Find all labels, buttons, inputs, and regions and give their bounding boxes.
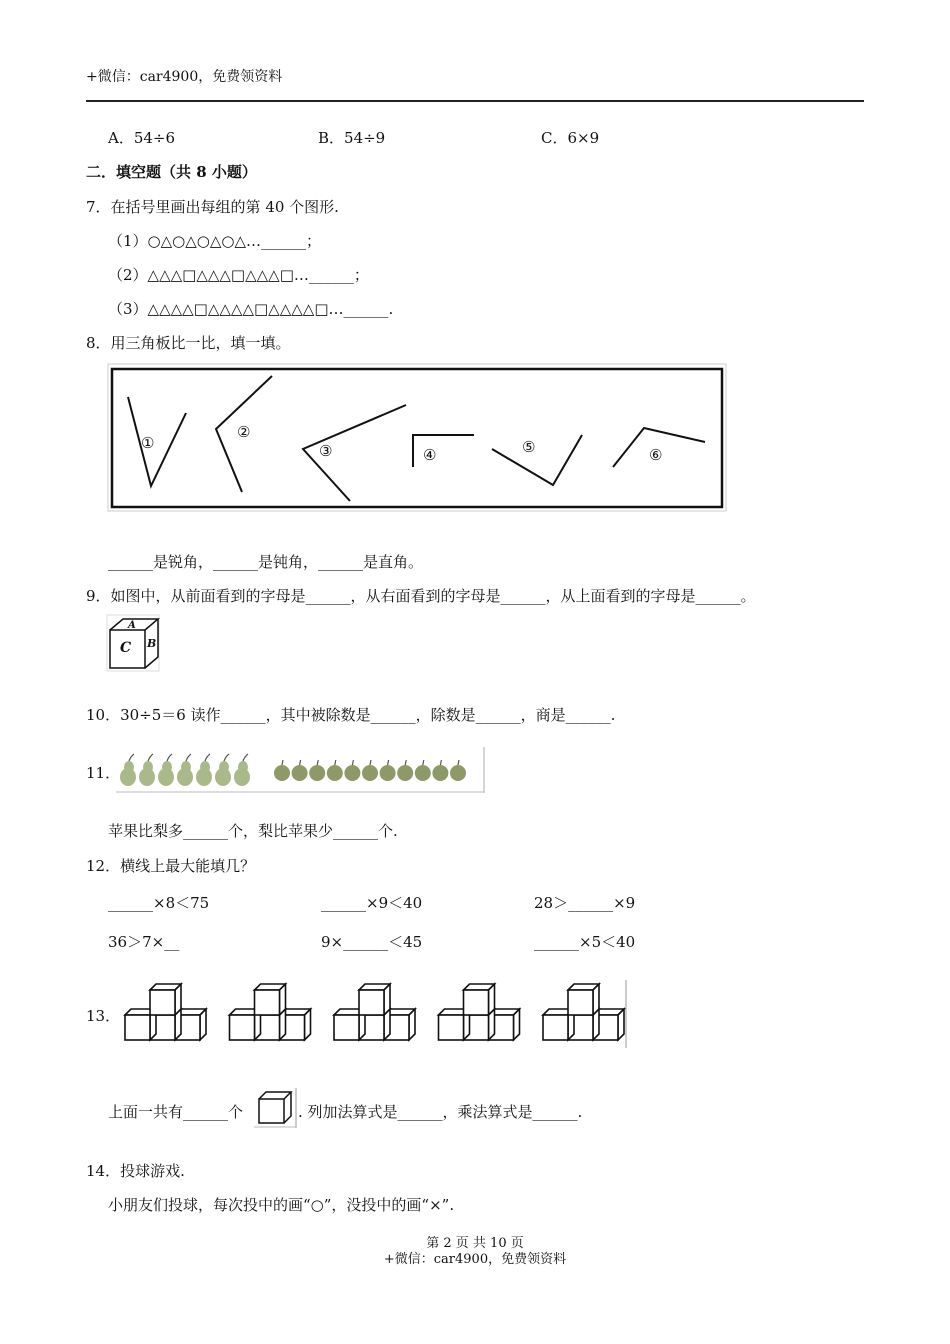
q13-number: 13． — [86, 1007, 121, 1025]
cube-letter-front: C — [120, 640, 132, 656]
angle-label-1: ① — [141, 434, 155, 452]
option-a: A．54÷6 — [108, 129, 176, 147]
q12-stem: 12．横线上最大能填几？ — [86, 857, 256, 875]
apple — [292, 760, 308, 781]
pear — [234, 754, 250, 786]
q7-stem: 7．在括号里画出每组的第 40 个图形. — [86, 198, 339, 216]
q9-stem: 9．如图中，从前面看到的字母是______，从右面看到的字母是______，从上面看到的字母是______。 — [86, 587, 756, 605]
apple-group — [274, 760, 466, 781]
q13-answer-after: . 列加法算式是______，乘法算式是______. — [298, 1103, 583, 1121]
cube — [359, 984, 390, 1015]
cube-group — [125, 984, 206, 1040]
q10-stem: 10．30÷5＝6 读作______，其中被除数是______，除数是______，商是______. — [86, 706, 616, 724]
q14-line: 小朋友们投球，每次投中的画“○”，没投中的画“×”. — [108, 1196, 455, 1214]
angle-label-2: ② — [237, 423, 251, 441]
cube-group — [543, 984, 624, 1040]
cube-group — [334, 984, 415, 1040]
q12-r1-c3: 28＞______×9 — [534, 894, 636, 912]
header-watermark: +微信：car4900，免费领资料 — [86, 69, 283, 85]
angle-label-5: ⑤ — [522, 438, 536, 456]
apple — [309, 760, 325, 781]
cube — [464, 984, 495, 1015]
pear — [215, 754, 231, 786]
q12-r2-c3: ______×5＜40 — [534, 933, 636, 951]
cube-letter-top: A — [128, 620, 136, 631]
cube — [150, 984, 181, 1015]
cube-letter-right: B — [147, 637, 157, 650]
angle-label-4: ④ — [423, 446, 437, 464]
q12-r1-c1: ______×8＜75 — [108, 894, 210, 912]
cube-group — [230, 984, 311, 1040]
q11-number: 11． — [86, 764, 121, 782]
apple — [362, 760, 378, 781]
section-title: 二．填空题（共 8 小题） — [86, 163, 257, 181]
pear-group — [120, 754, 250, 786]
apple — [432, 760, 448, 781]
cube-icon — [254, 1088, 298, 1128]
pear — [196, 754, 212, 786]
pear — [139, 754, 155, 786]
header-divider — [86, 100, 864, 102]
cube — [255, 984, 286, 1015]
apple — [380, 760, 396, 781]
pear — [120, 754, 136, 786]
option-c: C．6×9 — [541, 129, 600, 147]
apple — [327, 760, 343, 781]
q13-answer-before: 上面一共有______个 — [108, 1103, 244, 1121]
cube-group — [439, 984, 520, 1040]
q7-item-2: （2）△△△□△△△□△△△□…______； — [108, 266, 369, 284]
angles-figure — [106, 363, 728, 513]
q7-item-3: （3）△△△△□△△△△□△△△△□…______. — [108, 300, 394, 318]
angle-1 — [128, 397, 186, 486]
angle-label-3: ③ — [319, 442, 333, 460]
fruit-figure — [116, 747, 486, 793]
q7-item-1: （1）○△○△○△○△…______； — [108, 232, 322, 250]
angle-label-6: ⑥ — [649, 446, 663, 464]
apple — [344, 760, 360, 781]
apple — [415, 760, 431, 781]
option-b: B．54÷9 — [318, 129, 386, 147]
q8-answer: ______是锐角，______是钝角，______是直角。 — [108, 553, 424, 571]
apple — [450, 760, 466, 781]
cube — [568, 984, 599, 1015]
cube-groups-figure — [120, 978, 630, 1050]
q12-r1-c2: ______×9＜40 — [321, 894, 423, 912]
letter-cube — [106, 614, 160, 672]
q8-stem: 8．用三角板比一比，填一填。 — [86, 334, 291, 352]
pear — [158, 754, 174, 786]
footer-watermark: +微信：car4900，免费领资料 — [383, 1252, 567, 1267]
angle-5 — [492, 435, 582, 485]
q14-stem: 14．投球游戏. — [86, 1162, 185, 1180]
q12-r2-c2: 9×______＜45 — [321, 933, 423, 951]
pear — [177, 754, 193, 786]
q12-r2-c1: 36＞7×__ — [108, 933, 180, 951]
apple — [397, 760, 413, 781]
apple — [274, 760, 290, 781]
footer-page: 第 2 页 共 10 页 — [426, 1236, 524, 1251]
q11-answer: 苹果比梨多______个，梨比苹果少______个. — [108, 822, 398, 840]
